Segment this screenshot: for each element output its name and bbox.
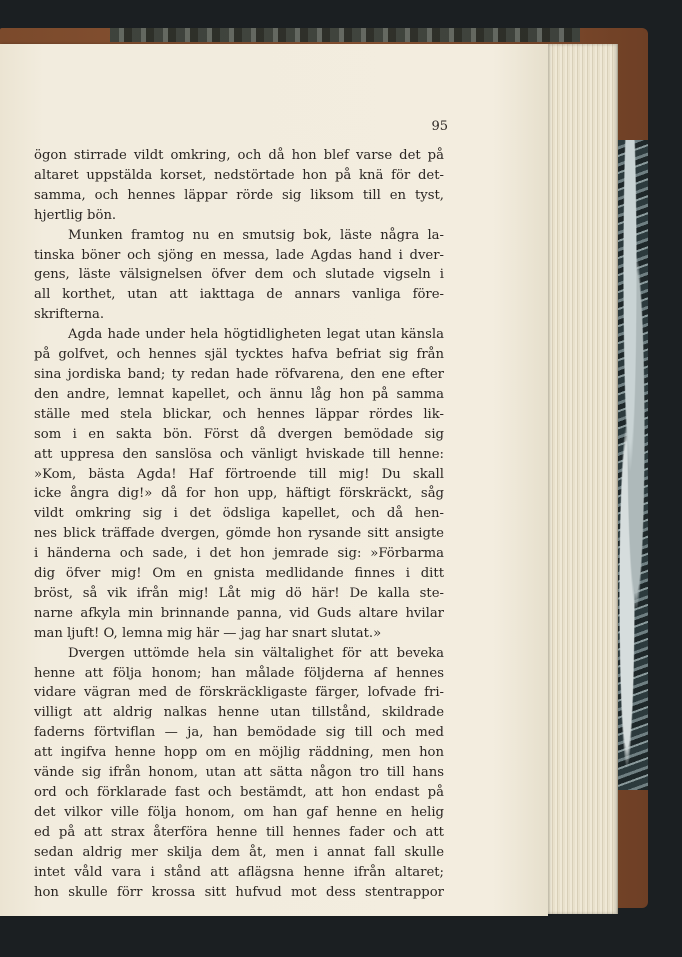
text-line: som i en sakta bön. Först då dvergen bemödade sig [34, 426, 444, 442]
text-line: den andre, lemnat kapellet, och ännu låg hon på samma [34, 386, 444, 402]
page-stack-edge [540, 44, 618, 914]
text-line: ord och förklarade fast och bestämdt, att hon endast på [34, 785, 444, 800]
text-line: Agda hade under hela högtidligheten legat utan känsla [68, 327, 444, 343]
text-line: narne afkyla min brinnande panna, vid Guds altare hvilar [34, 605, 444, 621]
text-line: ögon stirrade vildt omkring, och då hon blef varse det på [34, 148, 444, 163]
text-line: att ingifva henne hopp om en möjlig räddning, men hon [34, 745, 444, 761]
text-line: vidare vägran med de förskräckligaste färger, lofvade fri- [34, 685, 444, 701]
text-line: altaret uppstälda korset, nedstörtade hon på knä för det- [34, 167, 444, 183]
text-line: Dvergen uttömde hela sin vältalighet för att beveka [68, 645, 444, 661]
page-number: 95 [431, 119, 448, 134]
text-line: tinska böner och sjöng en messa, lade Agdas hand i dver- [34, 247, 444, 263]
text-line: ställe med stela blickar, och hennes läppar rördes lik- [34, 406, 444, 422]
text-line: hon skulle förr krossa sitt hufvud mot dess stentrappor [34, 884, 444, 900]
text-line: hjertlig bön. [34, 207, 117, 223]
text-line: faderns förtviflan — ja, han bemödade sig till och med [34, 725, 444, 741]
text-line: all korthet, utan att iakttaga de annars vanliga före- [34, 287, 444, 303]
text-line: samma, och hennes läppar rörde sig liksom till en tyst, [34, 187, 444, 203]
text-line: ed på att strax återföra henne till hennes fader och att [34, 824, 444, 840]
text-line: intet våld vara i stånd att aflägsna henne ifrån altaret; [34, 864, 444, 880]
text-line: dig öfver mig! Om en gnista medlidande finnes i ditt [34, 566, 444, 582]
text-line: henne att följa honom; han målade följderna af hennes [34, 665, 444, 681]
text-line: icke ångra dig!» då for hon upp, häftigt förskräckt, såg [34, 486, 444, 502]
text-line: i händerna och sade, i det hon jemrade sig: »Förbarma [34, 546, 444, 562]
cover-headband [110, 28, 580, 42]
text-line: på golfvet, och hennes själ tycktes hafva befriat sig från [34, 347, 444, 363]
text-line: sedan aldrig mer skilja dem åt, men i annat fall skulle [34, 844, 444, 860]
text-line: »Kom, bästa Agda! Haf förtroende till mig! Du skall [34, 466, 444, 482]
text-line: nes blick träffade dvergen, gömde hon rysande sitt ansigte [34, 526, 444, 542]
marbled-edge [618, 140, 648, 790]
text-line: skrifterna. [34, 307, 105, 323]
text-line: vände sig ifrån honom, utan att sätta någon tro till hans [34, 765, 444, 781]
text-line: bröst, så vik ifrån mig! Låt mig dö här! De kalla ste- [34, 585, 444, 601]
text-line: Munken framtog nu en smutsig bok, läste några la- [68, 227, 444, 243]
page-text [34, 146, 444, 902]
text-line: vildt omkring sig i det ödsliga kapellet, och då hen- [34, 506, 444, 522]
text-line: gens, läste välsignelsen öfver dem och slutade vigseln i [34, 267, 444, 283]
text-line: det vilkor ville följa honom, om han gaf henne en helig [34, 804, 444, 820]
text-line: man ljuft! O, lemna mig här — jag har snart slutat.» [34, 625, 382, 641]
text-line: sina jordiska band; ty redan hade röfvarena, den ene efter [34, 366, 444, 382]
text-line: att uppresa den sanslösa och vänligt hviskade till henne: [34, 446, 444, 462]
text-line: villigt att aldrig nalkas henne utan tillstånd, skildrade [34, 705, 444, 721]
